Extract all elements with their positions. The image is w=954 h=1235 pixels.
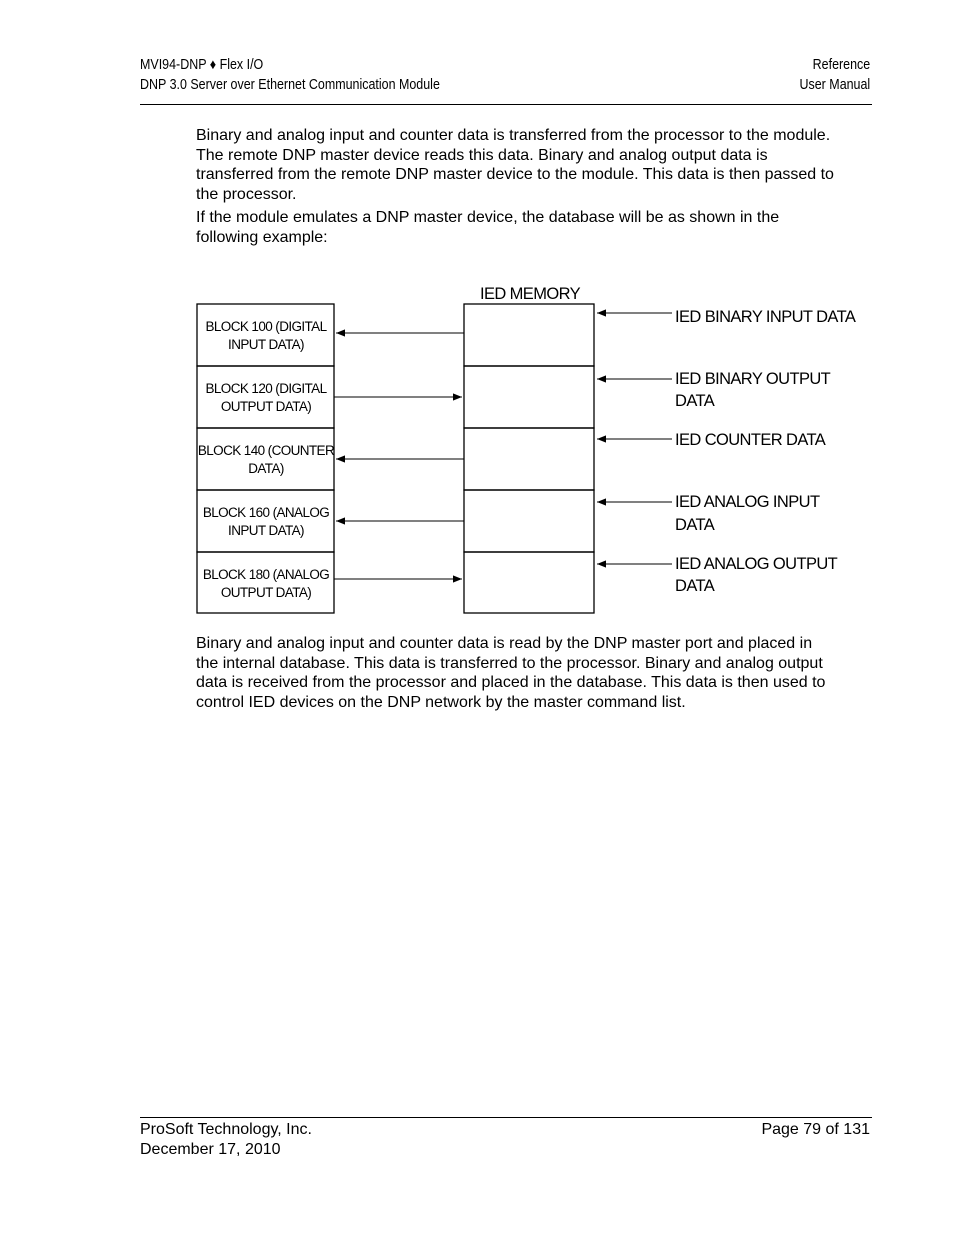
header-manual-type: User Manual xyxy=(799,76,870,93)
ied-label-line1: IED BINARY OUTPUT xyxy=(675,370,831,388)
page-footer-left xyxy=(140,1120,312,1159)
block-row-120 xyxy=(197,366,831,428)
block-box xyxy=(197,304,334,366)
block-box xyxy=(197,428,334,490)
block-label-line2: OUTPUT DATA) xyxy=(220,585,312,600)
header-product-title: MVI94-DNP ♦ Flex I/O xyxy=(140,57,264,73)
block-label-line2: DATA) xyxy=(248,461,284,476)
footer-rule xyxy=(140,1117,872,1118)
ied-label-line1: IED ANALOG INPUT xyxy=(675,493,820,511)
block-label-line1: BLOCK 140 (COUNTER xyxy=(197,443,335,458)
paragraph-master-port: Binary and analog input and counter data is read by the DNP master port and placed in the internal database. This data is transferred to the processor. Binary and analog output data is received from the processor and placed in the database. This data is then used to control IED devices on the DNP network by the master command list. xyxy=(196,635,826,711)
ied-label-line1: IED COUNTER DATA xyxy=(675,431,826,449)
header-section: Reference xyxy=(812,57,870,73)
ied-label-line2: DATA xyxy=(675,392,715,410)
header-module-title: DNP 3.0 Server over Ethernet Communication Module xyxy=(140,76,440,93)
paragraph-master-example: If the module emulates a DNP master device, the database will be as shown in the following example: xyxy=(196,209,780,246)
block-row-100 xyxy=(197,304,856,366)
memory-cell xyxy=(464,552,594,613)
footer-company: ProSoft Technology, Inc. xyxy=(140,1121,312,1138)
paragraph-data-transfer: Binary and analog input and counter data is transferred from the processor to the module. The remote DNP master device reads this data. Binary and analog output data is transferred from the remote DNP master device to the module. This data is then passed to the processor. xyxy=(196,127,834,203)
footer-page-number: Page 79 of 131 xyxy=(761,1121,870,1138)
memory-cell xyxy=(464,304,594,366)
block-label-line1: BLOCK 180 (ANALOG xyxy=(202,567,330,582)
block-label-line2: OUTPUT DATA) xyxy=(220,399,312,414)
ied-label-line1: IED ANALOG OUTPUT xyxy=(675,555,838,573)
block-label-line2: INPUT DATA) xyxy=(228,523,304,538)
memory-cell xyxy=(464,490,594,552)
memory-title: IED MEMORY xyxy=(479,285,581,303)
block-box xyxy=(197,366,334,428)
block-row-180 xyxy=(197,552,838,613)
block-label-line1: BLOCK 120 (DIGITAL xyxy=(205,381,327,396)
memory-cell xyxy=(464,366,594,428)
memory-cell xyxy=(464,428,594,490)
block-label-line2: INPUT DATA) xyxy=(228,337,304,352)
block-box xyxy=(197,490,334,552)
block-label-line1: BLOCK 100 (DIGITAL xyxy=(205,319,327,334)
footer-date: December 17, 2010 xyxy=(140,1140,281,1158)
ied-label-line2: DATA xyxy=(675,577,715,595)
block-row-140 xyxy=(197,428,826,490)
outro-text xyxy=(196,634,836,712)
ied-label-line2: DATA xyxy=(675,516,715,534)
block-box xyxy=(197,552,334,613)
ied-label-line1: IED BINARY INPUT DATA xyxy=(675,308,856,326)
page-footer-right xyxy=(761,1120,870,1140)
block-label-line1: BLOCK 160 (ANALOG xyxy=(202,505,330,520)
block-row-160 xyxy=(197,490,820,552)
